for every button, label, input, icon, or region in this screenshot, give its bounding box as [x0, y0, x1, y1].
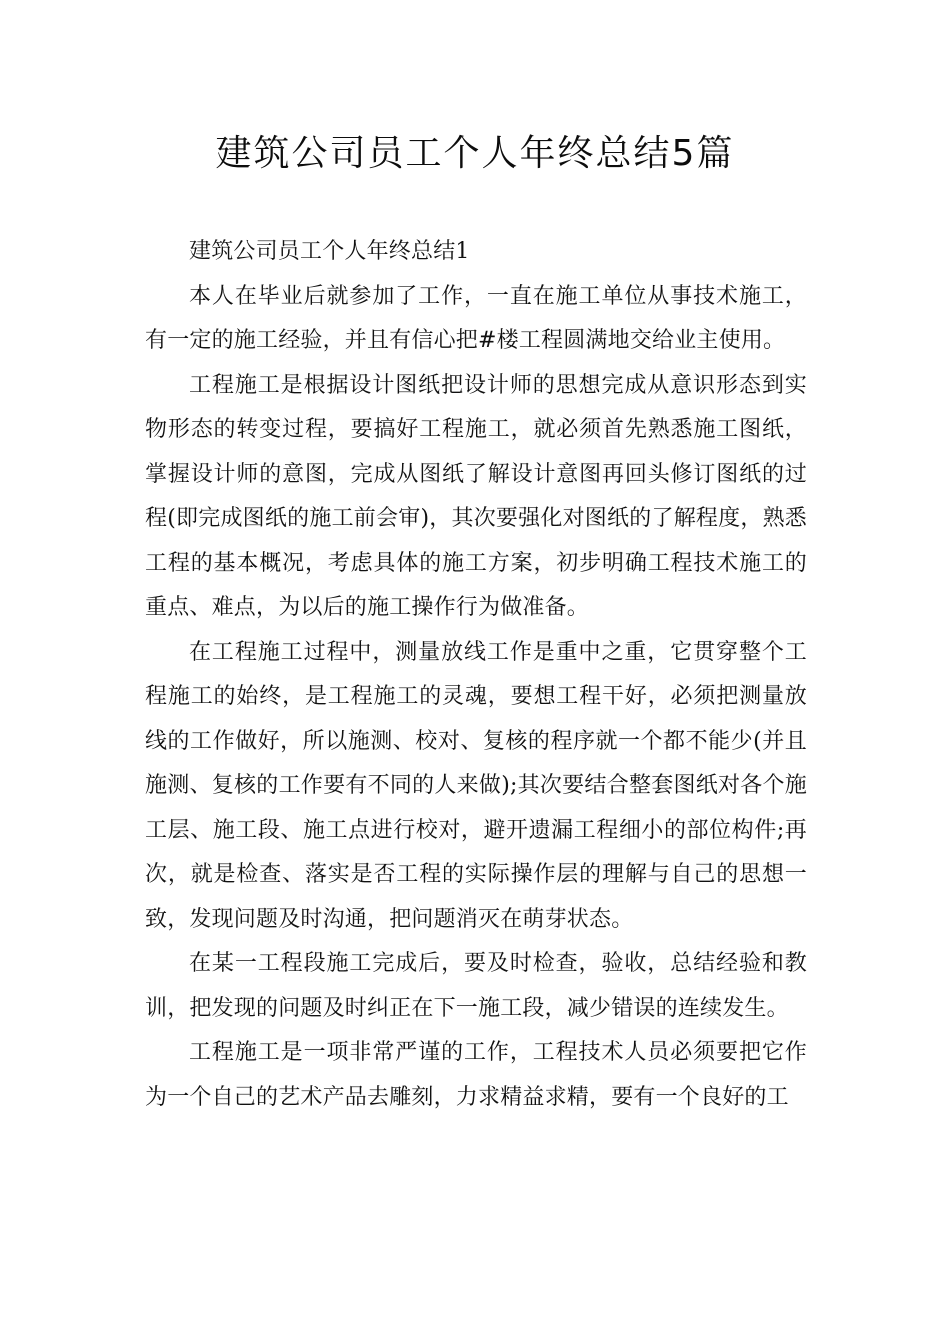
paragraph: 在某一工程段施工完成后，要及时检查，验收，总结经验和教训，把发现的问题及时纠正在下一施工段，减少错误的连续发生。: [145, 951, 807, 1021]
paragraph: 本人在毕业后就参加了工作，一直在施工单位从事技术施工，有一定的施工经验，并且有信心把#楼工程圆满地交给业主使用。: [145, 283, 807, 353]
paragraph: 工程施工是根据设计图纸把设计师的思想完成从意识形态到实物形态的转变过程，要搞好工程施工，就必须首先熟悉施工图纸，掌握设计师的意图，完成从图纸了解设计意图再回头修订图纸的过程(即完成图纸的施工前会审)，其次要强化对图纸的了解程度，熟悉工程的基本概况，考虑具体的施工方案，初步明确工程技术施工的重点、难点，为以后的施工操作行为做准备。: [145, 372, 807, 620]
paragraph: 在工程施工过程中，测量放线工作是重中之重，它贯穿整个工程施工的始终，是工程施工的灵魂，要想工程干好，必须把测量放线的工作做好，所以施测、校对、复核的程序就一个都不能少(并且施测、复核的工作要有不同的人来做);其次要结合整套图纸对各个施工层、施工段、施工点进行校对，避开遗漏工程细小的部位构件;再次，就是检查、落实是否工程的实际操作层的理解与自己的思想一致，发现问题及时沟通，把问题消灭在萌芽状态。: [145, 639, 807, 932]
paragraph: 工程施工是一项非常严谨的工作，工程技术人员必须要把它作为一个自己的艺术产品去雕刻，力求精益求精，要有一个良好的工: [145, 1040, 807, 1110]
paragraph-subheading: 建筑公司员工个人年终总结1: [189, 239, 470, 264]
document-body: [145, 230, 807, 1120]
document-title: 建筑公司员工个人年终总结5篇: [215, 133, 735, 174]
